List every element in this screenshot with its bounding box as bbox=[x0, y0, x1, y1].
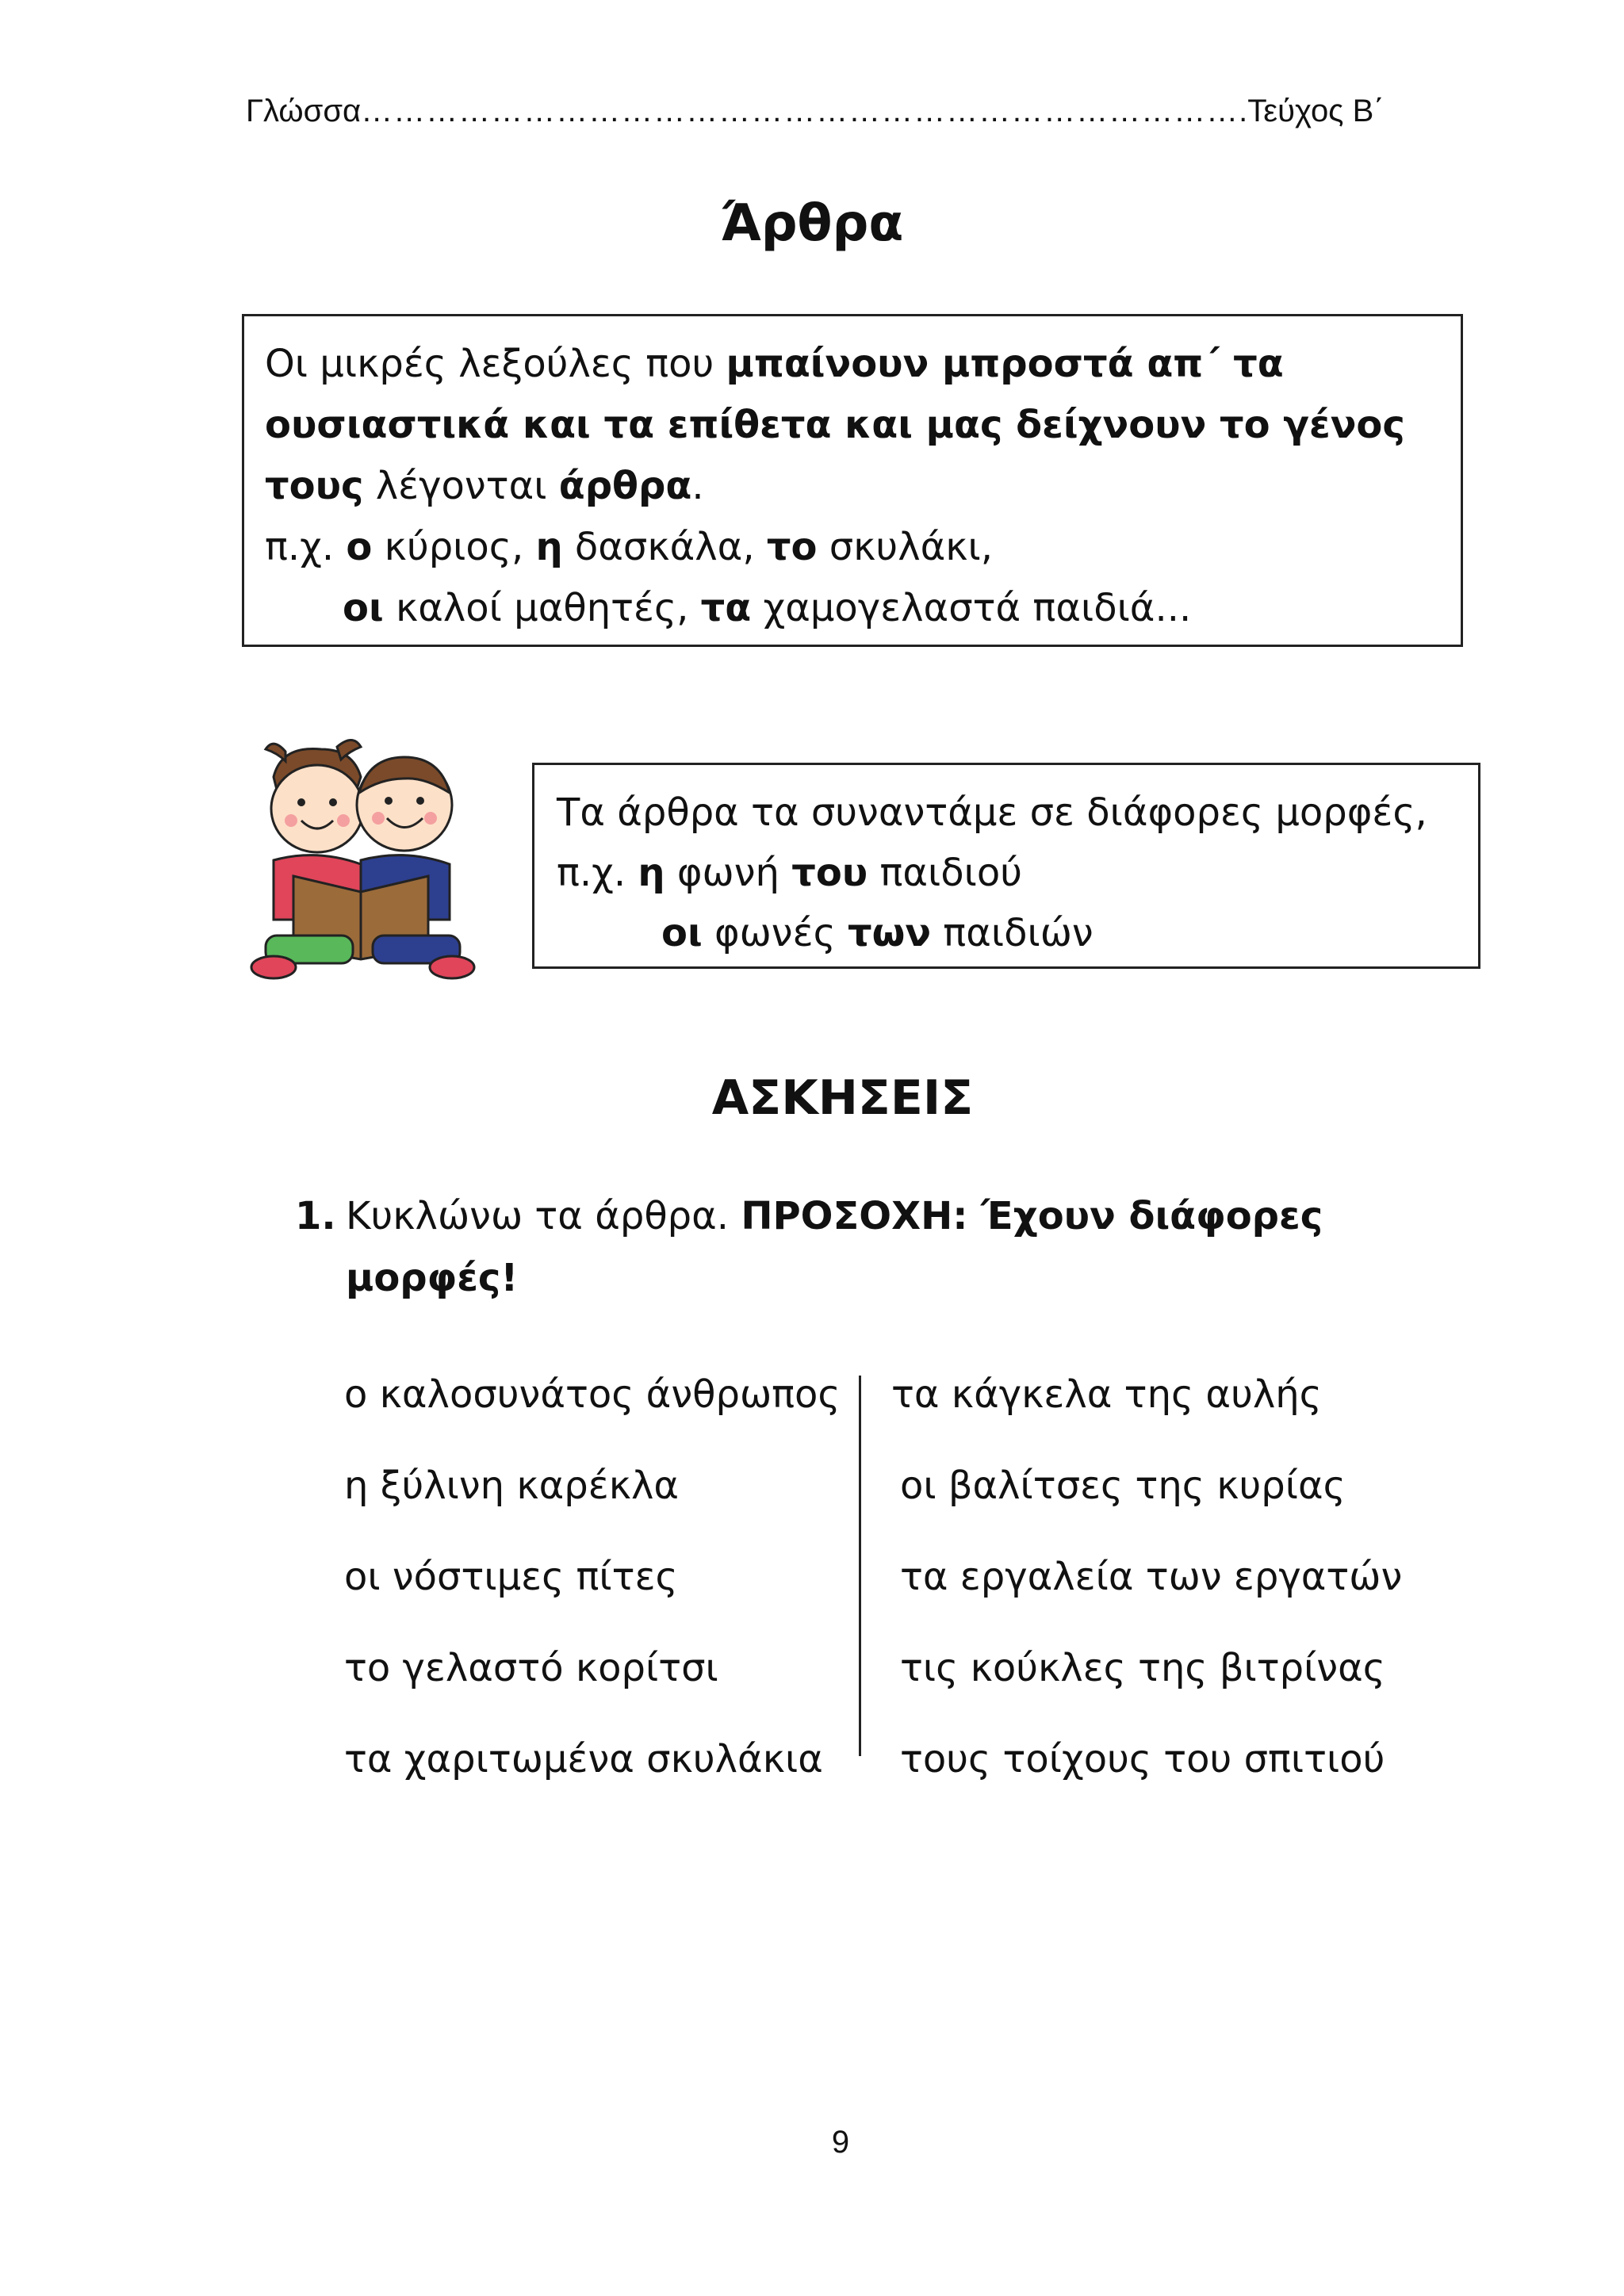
right-phrase-3: τα εργαλεία των εργατών bbox=[900, 1555, 1403, 1599]
left-phrase-3: οι νόστιμες πίτες bbox=[344, 1555, 678, 1599]
forms-line-1: Τα άρθρα τα συναντάμε σε διάφορες μορφές, bbox=[557, 790, 1427, 835]
bold-text: τους bbox=[265, 464, 364, 508]
article: των bbox=[848, 911, 932, 955]
definition-example-1 bbox=[265, 517, 1440, 578]
bold-text: άρθρα bbox=[558, 464, 692, 508]
page-number: 9 bbox=[831, 2125, 850, 2160]
text: κύριος, bbox=[372, 525, 536, 569]
article: το bbox=[766, 525, 818, 569]
header-volume: .Τεύχος Β΄ bbox=[1239, 94, 1385, 128]
right-phrase-4: τις κούκλες της βιτρίνας bbox=[900, 1646, 1385, 1690]
instruction-line-2 bbox=[295, 1247, 1405, 1309]
definition-line-1 bbox=[265, 334, 1440, 395]
text: π.χ. bbox=[265, 525, 347, 569]
text: φωνή bbox=[665, 851, 792, 895]
text: φωνές bbox=[702, 911, 848, 955]
column-divider bbox=[859, 1376, 861, 1756]
article: η bbox=[638, 851, 665, 895]
exercise-number: 1. bbox=[295, 1194, 336, 1238]
page-header bbox=[246, 94, 1385, 129]
exercise-1-instruction bbox=[295, 1185, 1405, 1309]
left-phrase-2: η ξύλινη καρέκλα bbox=[344, 1464, 680, 1508]
article: η bbox=[535, 525, 563, 569]
text: Κυκλώνω τα άρθρα. bbox=[346, 1194, 741, 1238]
right-phrase-1: τα κάγκελα της αυλής bbox=[891, 1372, 1322, 1417]
text: π.χ. bbox=[557, 851, 638, 895]
forms-line-2 bbox=[557, 843, 1456, 903]
left-phrase-1: ο καλοσυνάτος άνθρωπος bbox=[344, 1372, 841, 1417]
bold-text: μορφές! bbox=[346, 1256, 519, 1300]
page-title: Άρθρα bbox=[720, 194, 904, 253]
right-phrase-5: τους τοίχους του σπιτιού bbox=[900, 1737, 1385, 1781]
left-phrase-5: τα χαριτωμένα σκυλάκια bbox=[344, 1737, 823, 1781]
kids-reading-illustration bbox=[242, 729, 480, 983]
bold-text: ουσιαστικά και τα επίθετα και μας δείχνουν το γένος bbox=[265, 403, 1405, 447]
article: ο bbox=[346, 525, 373, 569]
text: λέγονται bbox=[363, 464, 559, 508]
bold-text: μπαίνουν μπροστά απ΄ τα bbox=[726, 342, 1284, 386]
article: οι bbox=[661, 911, 703, 955]
definition-box bbox=[242, 314, 1463, 647]
article: οι bbox=[343, 586, 384, 630]
text: παιδιού bbox=[868, 851, 1023, 895]
text: παιδιών bbox=[931, 911, 1094, 955]
left-phrase-4: το γελαστό κορίτσι bbox=[344, 1646, 718, 1690]
right-phrase-2: οι βαλίτσες της κυρίας bbox=[900, 1464, 1346, 1508]
exercises-heading: ΑΣΚΗΣΕΙΣ bbox=[711, 1070, 974, 1126]
text: χαμογελαστά παιδιά... bbox=[751, 586, 1192, 630]
definition-example-2 bbox=[265, 578, 1440, 639]
definition-line-3 bbox=[265, 456, 1440, 517]
header-dots: ……………………………………………………………………… bbox=[361, 94, 1239, 128]
text: καλοί μαθητές, bbox=[383, 586, 701, 630]
article: του bbox=[791, 851, 868, 895]
article: τα bbox=[700, 586, 752, 630]
article-forms-box bbox=[532, 763, 1480, 969]
text: δασκάλα, bbox=[562, 525, 767, 569]
text: Οι μικρές λεξούλες που bbox=[265, 342, 726, 386]
instruction-line-1 bbox=[295, 1185, 1405, 1247]
text: . bbox=[691, 464, 704, 508]
bold-text: ΠΡΟΣΟΧΗ: Έχουν διάφορες bbox=[741, 1194, 1323, 1238]
text: σκυλάκι, bbox=[817, 525, 994, 569]
header-subject: Γλώσσα bbox=[246, 94, 362, 128]
forms-line-3 bbox=[557, 903, 1456, 963]
definition-line-2 bbox=[265, 395, 1440, 456]
